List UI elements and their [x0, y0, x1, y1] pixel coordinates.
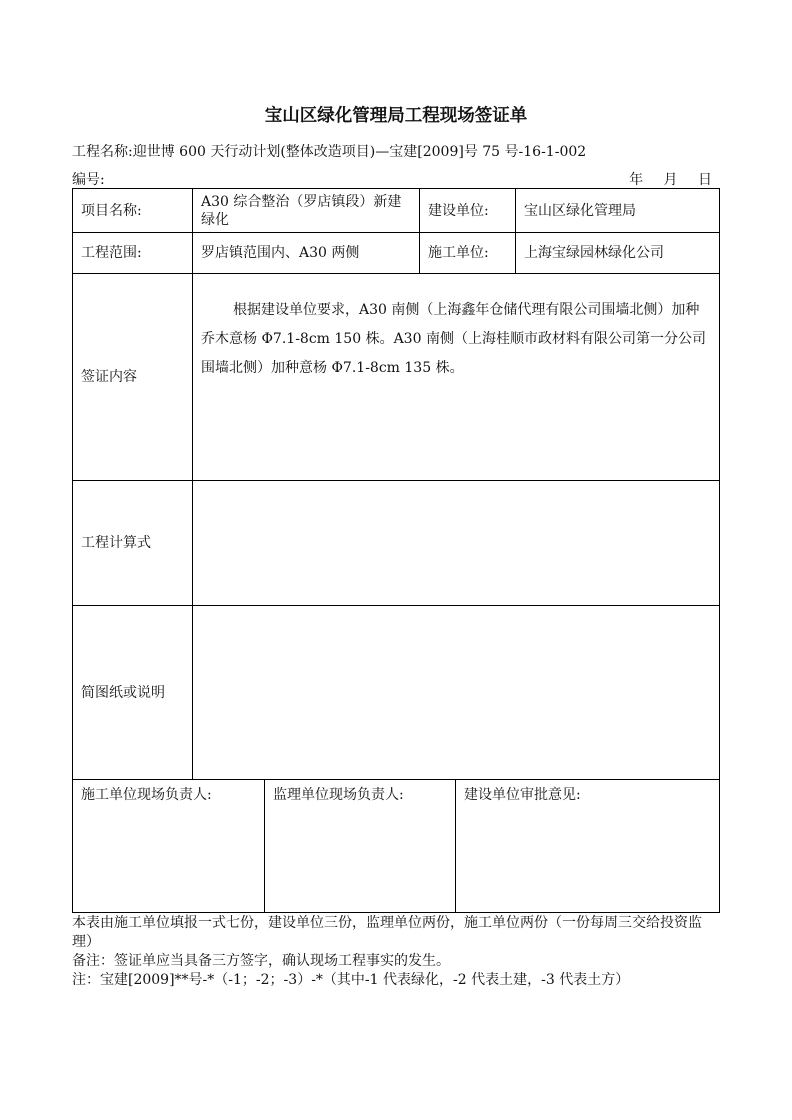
project-name-line: 工程名称:迎世博 600 天行动计划(整体改造项目)—宝建[2009]号 75 号-16-1-002	[72, 144, 587, 160]
scope-value: 罗店镇范围内、A30 两侧	[193, 233, 420, 274]
signature-table	[72, 779, 720, 913]
sketch-value	[193, 606, 720, 780]
content-row	[73, 274, 720, 481]
scope-label: 工程范围:	[73, 233, 193, 274]
footer-code-note: 注：宝建[2009]**号-*（-1；-2；-3）-*（其中-1 代表绿化，-2 代表土建，-3 代表土方）	[72, 972, 630, 988]
contractor-signature-cell: 施工单位现场负责人:	[73, 780, 265, 913]
calc-row	[73, 481, 720, 606]
footer-remark: 备注：签证单应当具备三方签字，确认现场工程事实的发生。	[72, 953, 450, 969]
content-label: 签证内容	[73, 274, 193, 481]
number-label: 编号:	[72, 172, 105, 188]
builder-value: 宝山区绿化管理局	[516, 189, 720, 233]
year-label: 年	[629, 172, 644, 188]
contractor-value: 上海宝绿园林绿化公司	[516, 233, 720, 274]
scope-row	[73, 233, 720, 274]
project-row	[73, 189, 720, 233]
footer-distribution-note: 本表由施工单位填报一式七份，建设单位三份，监理单位两份，施工单位两份（一份每周三交给投资监理）	[72, 915, 702, 950]
content-cell	[193, 274, 720, 481]
supervisor-signature-cell: 监理单位现场负责人:	[265, 780, 456, 913]
contractor-label: 施工单位:	[420, 233, 516, 274]
project-name-label: 项目名称:	[73, 189, 193, 233]
calc-label: 工程计算式	[73, 481, 193, 606]
month-label: 月	[663, 172, 678, 188]
document-title: 宝山区绿化管理局工程现场签证单	[264, 106, 528, 126]
builder-label: 建设单位:	[420, 189, 516, 233]
builder-approval-cell: 建设单位审批意见:	[456, 780, 720, 913]
calc-value	[193, 481, 720, 606]
date-fields	[613, 169, 712, 189]
content-text: 根据建设单位要求，A30 南侧（上海鑫年仓储代理有限公司围墙北侧）加种乔木意杨 Φ7.1-8cm 150 株。A30 南侧（上海桂顺市政材料有限公司第一分公司围墙北侧）加种意杨 Φ7.1-8cm 135 株。	[201, 302, 706, 376]
sketch-label: 简图纸或说明	[73, 606, 193, 780]
footer-notes	[72, 914, 718, 990]
day-label: 日	[698, 172, 712, 188]
certificate-form-table	[72, 188, 720, 780]
project-name-value: A30 综合整治（罗店镇段）新建绿化	[193, 189, 420, 233]
number-date-row	[72, 169, 712, 187]
sketch-row	[73, 606, 720, 780]
